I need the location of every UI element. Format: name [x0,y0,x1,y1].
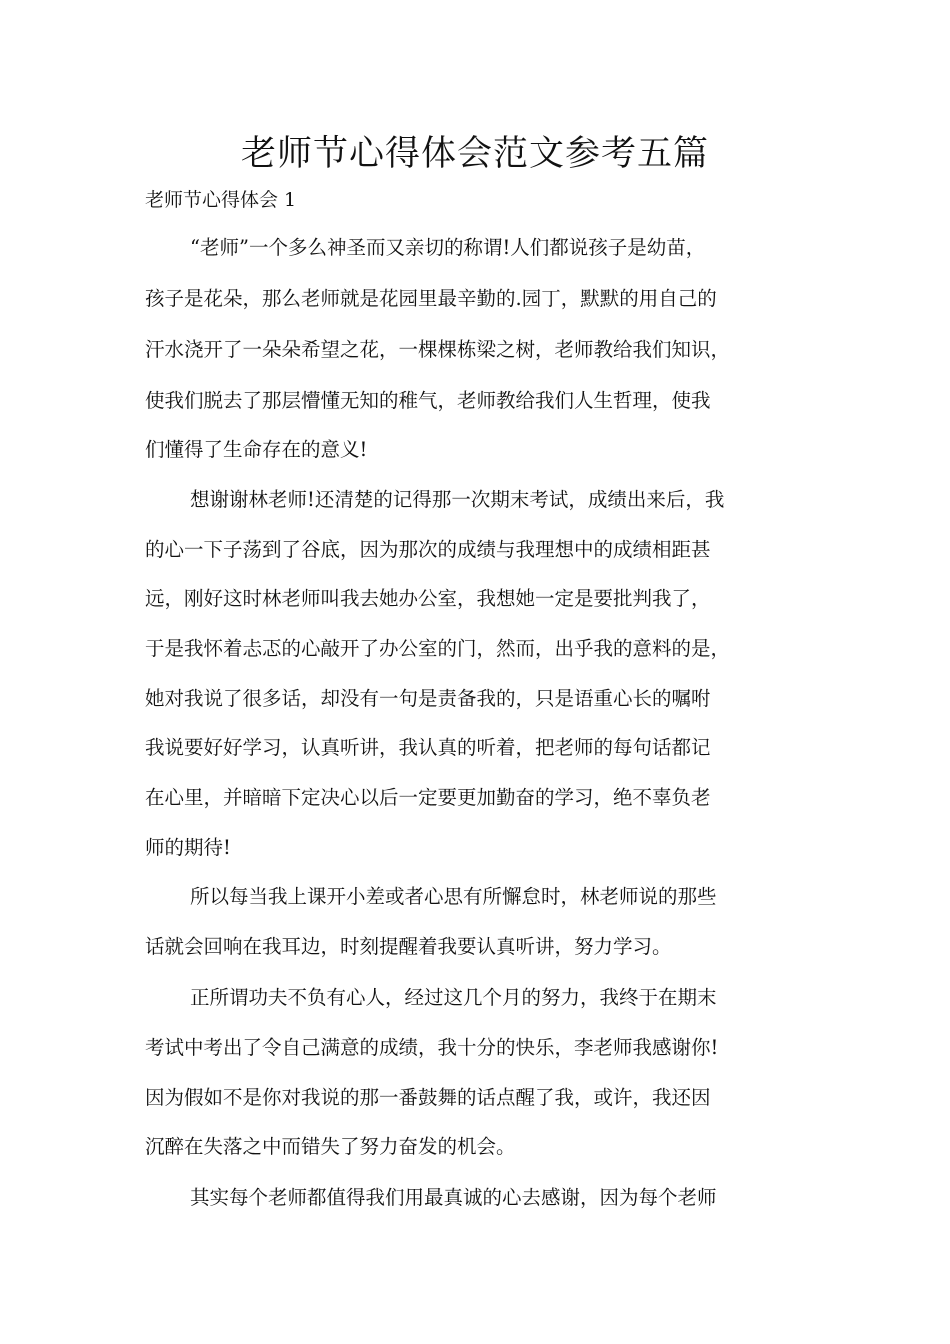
text-line: 汗水浇开了一朵朵希望之花，一棵棵栋梁之树，老师教给我们知识， [145,338,731,361]
text-line: 于是我怀着忐忑的心敲开了办公室的门，然而，出乎我的意料的是， [145,637,731,660]
text-line: “老师”一个多么神圣而又亲切的称谓!人们都说孩子是幼苗， [190,236,706,259]
text-line: 她对我说了很多话，却没有一句是责备我的，只是语重心长的嘱咐 [145,687,711,710]
text-line: 考试中考出了令自己满意的成绩，我十分的快乐，李老师我感谢你! [145,1036,719,1059]
text-line: 我说要好好学习，认真听讲，我认真的听着，把老师的每句话都记 [145,736,711,759]
text-line: 话就会回响在我耳边，时刻提醒着我要认真听讲，努力学习。 [145,935,672,958]
text-line: 孩子是花朵，那么老师就是花园里最辛勤的.园丁，默默的用自己的 [145,287,717,310]
text-line: 师的期待! [145,836,231,859]
text-line: 沉醉在失落之中而错失了努力奋发的机会。 [145,1135,516,1158]
section-heading: 老师节心得体会 1 [145,189,297,211]
document-title: 老师节心得体会范文参考五篇 [240,134,709,174]
text-line: 在心里，并暗暗下定决心以后一定要更加勤奋的学习，绝不辜负老 [145,786,711,809]
text-line: 因为假如不是你对我说的那一番鼓舞的话点醒了我，或许，我还因 [145,1086,711,1109]
text-line: 远，刚好这时林老师叫我去她办公室，我想她一定是要批判我了， [145,587,711,610]
text-line: 所以每当我上课开小差或者心思有所懈怠时，林老师说的那些 [190,885,717,908]
text-line: 正所谓功夫不负有心人，经过这几个月的努力，我终于在期末 [190,986,717,1009]
text-line: 其实每个老师都值得我们用最真诚的心去感谢，因为每个老师 [190,1186,717,1209]
text-line: 的心一下子荡到了谷底，因为那次的成绩与我理想中的成绩相距甚 [145,538,711,561]
text-line: 想谢谢林老师!还清楚的记得那一次期末考试，成绩出来后，我 [190,488,725,511]
text-line: 使我们脱去了那层懵懂无知的稚气，老师教给我们人生哲理，使我 [145,389,711,412]
text-line: 们懂得了生命存在的意义! [145,438,368,461]
